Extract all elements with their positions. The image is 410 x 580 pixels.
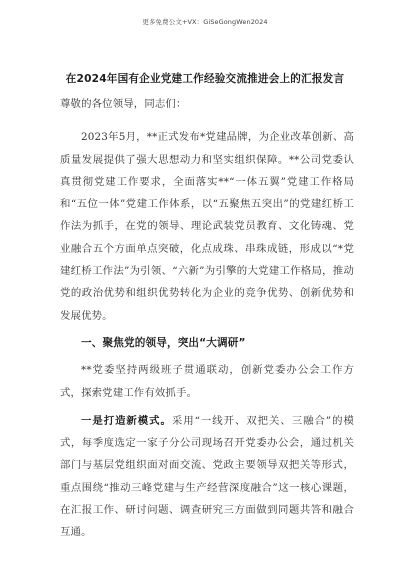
document-body: [60, 93, 354, 544]
paragraph-3-text: 采用“一线开、双把关、三融合”的模式，每季度选定一家子分公司现场召开党委办公会，通过机关部门与基层党组织面对面交流、党政主要领导双把关等形式，重点围绕“推动三峰党建与生产经营深度融合”这一核心课题，在汇报工作、研讨问题、调查研究三方面做到同题共答和融合互通。: [60, 414, 354, 539]
header-note: 更多免费公文+VX：GiSeGongWen2024: [142, 18, 268, 26]
paragraph-2: **党委坚持两级班子贯通联动，创新党委办公会工作方式，探索党建工作有效抓手。: [60, 364, 354, 399]
paragraph-3-lead: 一是打造新模式。: [81, 414, 172, 427]
section-heading-1: 一、聚焦党的领导，突出“大调研”: [81, 336, 246, 349]
document-title: 在2024年国有企业党建工作经验交流推进会上的汇报发言: [65, 73, 345, 85]
greeting: 尊敬的各位领导，同志们：: [60, 98, 187, 110]
paragraph-1: 2023年5月，**正式发布*党建品牌，为企业改革创新、高质量发展提供了强大思想动力和坚实组织保障。**公司党委认真贯彻党建工作要求，全面落实**“一体五翼”党建工作格局和“五位一体”党建工作体系，以“五聚焦五突出”的党建红桥工作法为抓手，在党的领导、理论武装党员教育、文化铸魂、党业融合五个方面单点突破，化点成珠、串珠成链，形成以“*党建红桥工作法”为引领、“六新”为引擎的大党建工作格局，推动党的政治优势和组织优势转化为企业的竞争优势、创新优势和发展优势。: [60, 131, 354, 322]
paragraph-3: [60, 410, 354, 544]
